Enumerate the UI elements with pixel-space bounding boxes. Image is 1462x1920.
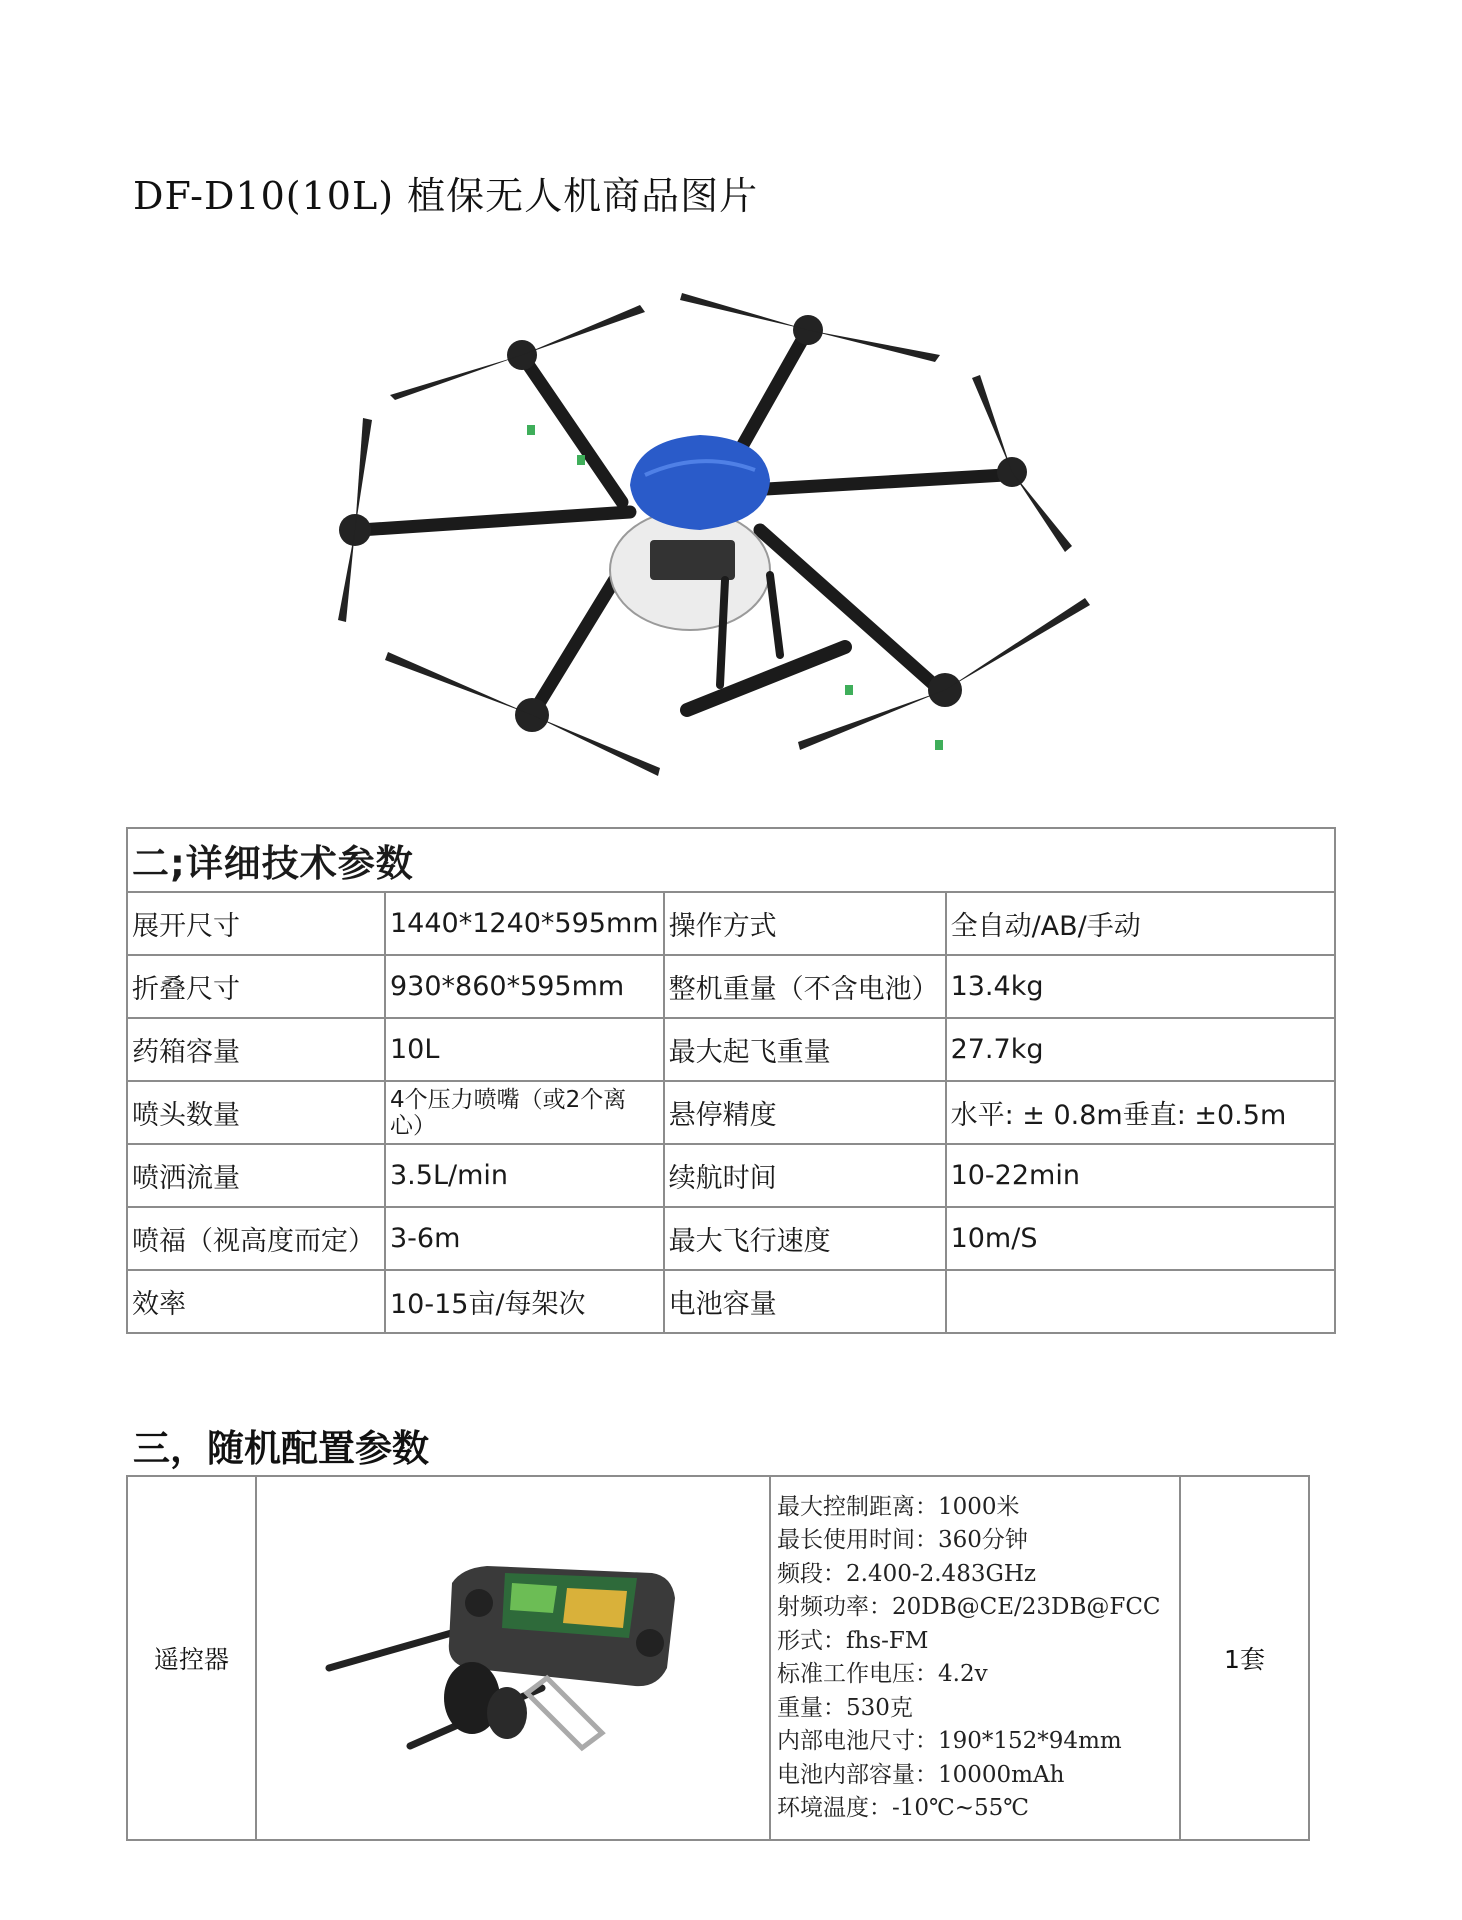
- spec-label: 电池容量: [664, 1270, 946, 1333]
- drone-canopy: [630, 435, 770, 530]
- spec-line: 射频功率：20DB@CE/23DB@FCC: [777, 1594, 1161, 1620]
- spec-line: 重量：530克: [777, 1694, 913, 1721]
- spec-table-heading-row: [127, 828, 1335, 892]
- spec-label: 最大飞行速度: [664, 1207, 946, 1270]
- spec-line: 环境温度：-10℃~55℃: [777, 1795, 1030, 1821]
- spec-line: 最大控制距离：1000米: [777, 1493, 1020, 1520]
- spec-value: 3.5L/min: [385, 1144, 664, 1207]
- spec-label: 操作方式: [664, 892, 946, 955]
- spec-value: 1440*1240*595mm: [385, 892, 664, 955]
- spec-table: [126, 827, 1336, 1334]
- spec-line: 最长使用时间：360分钟: [777, 1527, 1028, 1553]
- drone-product-image: [300, 290, 1100, 790]
- remote-controller-illustration: [257, 1478, 769, 1838]
- spec-value: 10m/S: [946, 1207, 1335, 1270]
- spec-label: 最大起飞重量: [664, 1018, 946, 1081]
- config-item-specs: [770, 1476, 1180, 1840]
- spec-value: 3-6m: [385, 1207, 664, 1270]
- spec-value: 全自动/AB/手动: [946, 892, 1335, 955]
- drone-arm: [750, 475, 1005, 490]
- spec-line: 电池内部容量：10000mAh: [777, 1761, 1065, 1788]
- spec-label: 喷洒流量: [127, 1144, 385, 1207]
- table-row: [127, 955, 1335, 1018]
- spec-value: 10L: [385, 1018, 664, 1081]
- control-stick: [636, 1629, 664, 1657]
- table-row: [127, 892, 1335, 955]
- spec-line: 频段：2.400-2.483GHz: [777, 1560, 1037, 1587]
- spec-value: 27.7kg: [946, 1018, 1335, 1081]
- spec-line: 内部电池尺寸：190*152*94mm: [777, 1728, 1122, 1754]
- spec-table-heading: 二;详细技术参数: [127, 828, 1335, 892]
- spec-label: 喷头数量: [127, 1081, 385, 1144]
- spec-line: 标准工作电压：4.2v: [777, 1661, 988, 1687]
- config-table: [126, 1475, 1310, 1841]
- config-item-name: 遥控器: [127, 1476, 256, 1840]
- table-row: [127, 1270, 1335, 1333]
- config-item-quantity: 1套: [1180, 1476, 1309, 1840]
- antenna: [329, 1630, 462, 1668]
- drone-illustration: [300, 290, 1100, 790]
- table-row: [127, 1081, 1335, 1144]
- table-row: [127, 1476, 1309, 1840]
- spec-value: [946, 1270, 1335, 1333]
- config-section-title: 三，随机配置参数: [133, 1427, 429, 1470]
- table-row: [127, 1207, 1335, 1270]
- spec-label: 悬停精度: [664, 1081, 946, 1144]
- spec-value: 水平: ± 0.8m垂直: ±0.5m: [946, 1081, 1335, 1144]
- drone-arm: [525, 360, 622, 502]
- spec-label: 药箱容量: [127, 1018, 385, 1081]
- spec-value: 10-15亩/每架次: [385, 1270, 664, 1333]
- spec-label: 效率: [127, 1270, 385, 1333]
- table-row: [127, 1018, 1335, 1081]
- spec-label: 整机重量（不含电池）: [664, 955, 946, 1018]
- spec-value: 13.4kg: [946, 955, 1335, 1018]
- control-stick: [465, 1589, 493, 1617]
- remote-controller-image: [256, 1476, 770, 1840]
- spec-label: 续航时间: [664, 1144, 946, 1207]
- pump-unit: [650, 540, 735, 580]
- drone-arm: [740, 335, 805, 450]
- spec-label: 折叠尺寸: [127, 955, 385, 1018]
- drone-arm: [360, 512, 630, 530]
- spec-label: 喷福（视高度而定）: [127, 1207, 385, 1270]
- page-title: DF-D10(10L) 植保无人机商品图片: [133, 174, 759, 218]
- spec-line: 形式：fhs-FM: [777, 1627, 929, 1654]
- spec-value: 10-22min: [946, 1144, 1335, 1207]
- spec-label: 展开尺寸: [127, 892, 385, 955]
- table-row: [127, 1144, 1335, 1207]
- spec-value: 930*860*595mm: [385, 955, 664, 1018]
- spec-value: 4个压力喷嘴（或2个离心）: [385, 1081, 664, 1144]
